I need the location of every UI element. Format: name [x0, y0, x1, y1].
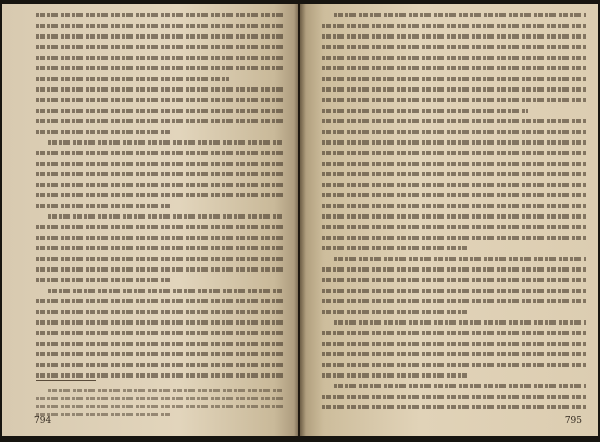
text-line [322, 402, 586, 413]
text-line [322, 254, 586, 265]
text-line [36, 74, 284, 85]
text-line [36, 410, 284, 418]
text-line [322, 84, 586, 95]
text-line [322, 95, 586, 106]
text-line [322, 201, 586, 212]
text-line [322, 52, 586, 63]
text-line [322, 42, 586, 53]
text-line [322, 307, 586, 318]
text-line [322, 105, 586, 116]
text-line [322, 211, 586, 222]
text-line [322, 74, 586, 85]
text-line [322, 116, 586, 127]
text-line [36, 394, 284, 402]
text-line [36, 254, 284, 265]
text-line [36, 105, 284, 116]
text-line [36, 386, 284, 394]
text-line [322, 148, 586, 159]
text-line [322, 21, 586, 32]
text-line [322, 180, 586, 191]
text-line [36, 222, 284, 233]
text-line [322, 158, 586, 169]
text-line [36, 307, 284, 318]
text-line [322, 349, 586, 360]
text-line [36, 31, 284, 42]
text-line [36, 285, 284, 296]
text-line [322, 190, 586, 201]
text-line [322, 360, 586, 371]
text-line [322, 137, 586, 148]
text-line [322, 275, 586, 286]
left-footnote-text [36, 386, 284, 418]
text-line [36, 296, 284, 307]
text-line [322, 232, 586, 243]
text-line [322, 31, 586, 42]
text-line [322, 243, 586, 254]
text-line [36, 180, 284, 191]
text-line [322, 338, 586, 349]
text-line [322, 10, 586, 21]
text-line [36, 211, 284, 222]
text-line [36, 42, 284, 53]
text-line [322, 63, 586, 74]
text-line [322, 285, 586, 296]
text-line [36, 148, 284, 159]
text-line [322, 381, 586, 392]
text-line [36, 338, 284, 349]
text-line [322, 169, 586, 180]
text-line [36, 232, 284, 243]
text-line [36, 21, 284, 32]
left-page-number: 794 [34, 416, 52, 426]
right-page [300, 4, 598, 436]
text-line [36, 52, 284, 63]
text-line [36, 275, 284, 286]
book-gutter [294, 4, 306, 436]
text-line [36, 95, 284, 106]
text-line [322, 391, 586, 402]
text-line [36, 264, 284, 275]
footnote-rule [36, 380, 96, 381]
text-line [322, 264, 586, 275]
left-page [2, 4, 298, 436]
text-line [36, 201, 284, 212]
text-line [36, 243, 284, 254]
text-line [322, 317, 586, 328]
text-line [36, 127, 284, 138]
text-line [322, 328, 586, 339]
text-line [36, 10, 284, 21]
text-line [36, 328, 284, 339]
text-line [322, 296, 586, 307]
text-line [36, 349, 284, 360]
text-line [322, 370, 586, 381]
text-line [36, 63, 284, 74]
text-line [36, 317, 284, 328]
text-line [36, 402, 284, 410]
text-line [36, 190, 284, 201]
right-body-text [322, 10, 586, 413]
text-line [36, 360, 284, 371]
text-line [322, 222, 586, 233]
left-body-text [36, 10, 284, 381]
text-line [36, 84, 284, 95]
text-line [36, 158, 284, 169]
text-line [36, 137, 284, 148]
text-line [322, 127, 586, 138]
text-line [36, 116, 284, 127]
text-line [36, 169, 284, 180]
right-page-number: 795 [564, 416, 582, 426]
